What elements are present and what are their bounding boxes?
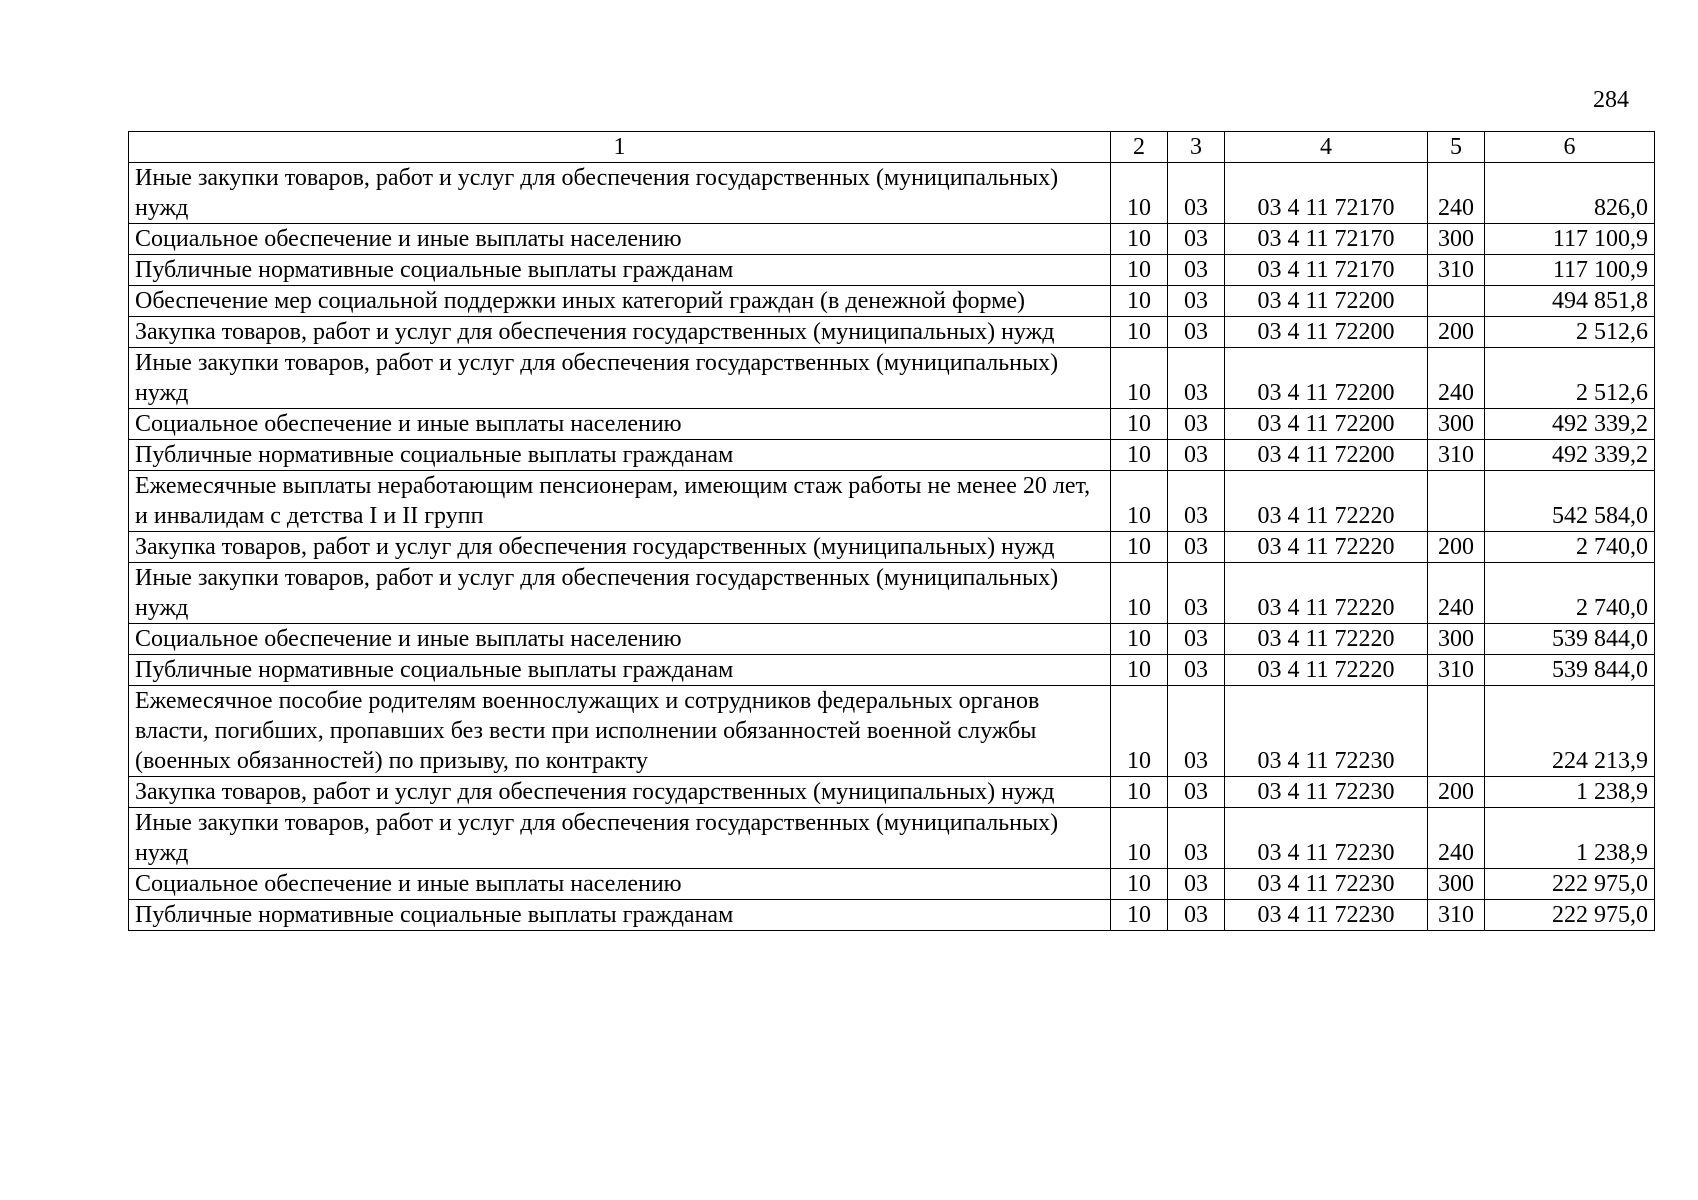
header-col-1: 1 — [129, 132, 1111, 163]
row-name-cell: Публичные нормативные социальные выплаты гражданам — [129, 900, 1111, 931]
row-name-cell: Социальное обеспечение и иные выплаты населению — [129, 624, 1111, 655]
row-expense-type-cell: 310 — [1428, 255, 1485, 286]
row-target-article-cell: 03 4 11 72200 — [1225, 286, 1428, 317]
row-section-cell: 10 — [1111, 163, 1168, 224]
table-row — [129, 224, 1655, 255]
row-target-article-cell: 03 4 11 72200 — [1225, 409, 1428, 440]
header-row — [129, 132, 1655, 163]
table-row — [129, 532, 1655, 563]
row-name-cell: Иные закупки товаров, работ и услуг для обеспечения государственных (муниципальных) нужд — [129, 163, 1111, 224]
table-row — [129, 409, 1655, 440]
row-subsection-cell: 03 — [1168, 624, 1225, 655]
row-amount-cell: 117 100,9 — [1485, 255, 1655, 286]
header-col-4: 4 — [1225, 132, 1428, 163]
table-row — [129, 255, 1655, 286]
row-subsection-cell: 03 — [1168, 286, 1225, 317]
row-section-cell: 10 — [1111, 900, 1168, 931]
row-expense-type-cell: 310 — [1428, 900, 1485, 931]
row-expense-type-cell: 240 — [1428, 163, 1485, 224]
header-col-6: 6 — [1485, 132, 1655, 163]
row-name-cell: Публичные нормативные социальные выплаты гражданам — [129, 655, 1111, 686]
row-target-article-cell: 03 4 11 72220 — [1225, 471, 1428, 532]
row-expense-type-cell: 300 — [1428, 869, 1485, 900]
row-target-article-cell: 03 4 11 72230 — [1225, 869, 1428, 900]
table-row — [129, 900, 1655, 931]
row-expense-type-cell: 200 — [1428, 317, 1485, 348]
row-subsection-cell: 03 — [1168, 471, 1225, 532]
row-amount-cell: 539 844,0 — [1485, 655, 1655, 686]
row-amount-cell: 826,0 — [1485, 163, 1655, 224]
row-target-article-cell: 03 4 11 72230 — [1225, 777, 1428, 808]
row-expense-type-cell: 300 — [1428, 409, 1485, 440]
row-expense-type-cell: 240 — [1428, 808, 1485, 869]
row-section-cell: 10 — [1111, 563, 1168, 624]
row-expense-type-cell: 300 — [1428, 624, 1485, 655]
row-subsection-cell: 03 — [1168, 808, 1225, 869]
row-expense-type-cell: 200 — [1428, 532, 1485, 563]
row-amount-cell: 1 238,9 — [1485, 808, 1655, 869]
row-section-cell: 10 — [1111, 348, 1168, 409]
row-expense-type-cell — [1428, 471, 1485, 532]
header-col-5: 5 — [1428, 132, 1485, 163]
row-target-article-cell: 03 4 11 72170 — [1225, 163, 1428, 224]
row-amount-cell: 492 339,2 — [1485, 409, 1655, 440]
row-expense-type-cell — [1428, 286, 1485, 317]
row-section-cell: 10 — [1111, 624, 1168, 655]
table-row — [129, 655, 1655, 686]
table-row — [129, 440, 1655, 471]
row-section-cell: 10 — [1111, 532, 1168, 563]
row-section-cell: 10 — [1111, 808, 1168, 869]
row-amount-cell: 2 512,6 — [1485, 348, 1655, 409]
row-subsection-cell: 03 — [1168, 224, 1225, 255]
row-subsection-cell: 03 — [1168, 777, 1225, 808]
row-target-article-cell: 03 4 11 72230 — [1225, 686, 1428, 777]
row-target-article-cell: 03 4 11 72220 — [1225, 532, 1428, 563]
row-expense-type-cell — [1428, 686, 1485, 777]
row-name-cell: Ежемесячное пособие родителям военнослужащих и сотрудников федеральных органов власти, погибших, пропавших без вести при исполнении обязанностей военной службы (военных обязанностей) по призыву, по контракту — [129, 686, 1111, 777]
row-amount-cell: 222 975,0 — [1485, 869, 1655, 900]
row-subsection-cell: 03 — [1168, 686, 1225, 777]
table-row — [129, 777, 1655, 808]
row-amount-cell: 539 844,0 — [1485, 624, 1655, 655]
row-section-cell: 10 — [1111, 224, 1168, 255]
row-name-cell: Социальное обеспечение и иные выплаты населению — [129, 869, 1111, 900]
row-amount-cell: 494 851,8 — [1485, 286, 1655, 317]
table-row — [129, 869, 1655, 900]
row-section-cell: 10 — [1111, 317, 1168, 348]
row-amount-cell: 2 512,6 — [1485, 317, 1655, 348]
row-amount-cell: 492 339,2 — [1485, 440, 1655, 471]
header-col-2: 2 — [1111, 132, 1168, 163]
row-name-cell: Закупка товаров, работ и услуг для обеспечения государственных (муниципальных) нужд — [129, 317, 1111, 348]
table-row — [129, 471, 1655, 532]
row-expense-type-cell: 300 — [1428, 224, 1485, 255]
row-section-cell: 10 — [1111, 655, 1168, 686]
row-amount-cell: 2 740,0 — [1485, 532, 1655, 563]
row-name-cell: Обеспечение мер социальной поддержки иных категорий граждан (в денежной форме) — [129, 286, 1111, 317]
row-expense-type-cell: 240 — [1428, 348, 1485, 409]
row-section-cell: 10 — [1111, 255, 1168, 286]
row-name-cell: Социальное обеспечение и иные выплаты населению — [129, 409, 1111, 440]
row-subsection-cell: 03 — [1168, 655, 1225, 686]
table-row — [129, 163, 1655, 224]
row-name-cell: Закупка товаров, работ и услуг для обеспечения государственных (муниципальных) нужд — [129, 777, 1111, 808]
row-target-article-cell: 03 4 11 72200 — [1225, 348, 1428, 409]
row-name-cell: Публичные нормативные социальные выплаты гражданам — [129, 440, 1111, 471]
row-name-cell: Ежемесячные выплаты неработающим пенсионерам, имеющим стаж работы не менее 20 лет, и инвалидам с детства I и II групп — [129, 471, 1111, 532]
row-expense-type-cell: 200 — [1428, 777, 1485, 808]
table-row — [129, 624, 1655, 655]
table-row — [129, 808, 1655, 869]
row-name-cell: Публичные нормативные социальные выплаты гражданам — [129, 255, 1111, 286]
page-number: 284 — [1593, 87, 1629, 113]
row-expense-type-cell: 310 — [1428, 440, 1485, 471]
row-amount-cell: 224 213,9 — [1485, 686, 1655, 777]
row-section-cell: 10 — [1111, 286, 1168, 317]
row-subsection-cell: 03 — [1168, 869, 1225, 900]
row-target-article-cell: 03 4 11 72230 — [1225, 808, 1428, 869]
row-subsection-cell: 03 — [1168, 900, 1225, 931]
row-target-article-cell: 03 4 11 72170 — [1225, 255, 1428, 286]
row-name-cell: Иные закупки товаров, работ и услуг для обеспечения государственных (муниципальных) нужд — [129, 808, 1111, 869]
row-section-cell: 10 — [1111, 409, 1168, 440]
row-name-cell: Иные закупки товаров, работ и услуг для обеспечения государственных (муниципальных) нужд — [129, 348, 1111, 409]
row-section-cell: 10 — [1111, 869, 1168, 900]
row-target-article-cell: 03 4 11 72220 — [1225, 624, 1428, 655]
row-subsection-cell: 03 — [1168, 348, 1225, 409]
table-row — [129, 348, 1655, 409]
row-amount-cell: 1 238,9 — [1485, 777, 1655, 808]
row-subsection-cell: 03 — [1168, 532, 1225, 563]
row-section-cell: 10 — [1111, 440, 1168, 471]
row-target-article-cell: 03 4 11 72170 — [1225, 224, 1428, 255]
row-subsection-cell: 03 — [1168, 440, 1225, 471]
table-row — [129, 563, 1655, 624]
row-section-cell: 10 — [1111, 777, 1168, 808]
header-col-3: 3 — [1168, 132, 1225, 163]
row-subsection-cell: 03 — [1168, 255, 1225, 286]
row-amount-cell: 117 100,9 — [1485, 224, 1655, 255]
row-section-cell: 10 — [1111, 686, 1168, 777]
row-amount-cell: 2 740,0 — [1485, 563, 1655, 624]
table-row — [129, 286, 1655, 317]
row-target-article-cell: 03 4 11 72200 — [1225, 317, 1428, 348]
row-expense-type-cell: 310 — [1428, 655, 1485, 686]
row-amount-cell: 222 975,0 — [1485, 900, 1655, 931]
row-name-cell: Иные закупки товаров, работ и услуг для обеспечения государственных (муниципальных) нужд — [129, 563, 1111, 624]
row-expense-type-cell: 240 — [1428, 563, 1485, 624]
row-name-cell: Закупка товаров, работ и услуг для обеспечения государственных (муниципальных) нужд — [129, 532, 1111, 563]
row-target-article-cell: 03 4 11 72220 — [1225, 563, 1428, 624]
row-target-article-cell: 03 4 11 72220 — [1225, 655, 1428, 686]
table-body — [129, 163, 1655, 931]
row-section-cell: 10 — [1111, 471, 1168, 532]
row-subsection-cell: 03 — [1168, 163, 1225, 224]
row-target-article-cell: 03 4 11 72230 — [1225, 900, 1428, 931]
row-subsection-cell: 03 — [1168, 317, 1225, 348]
budget-table — [128, 131, 1655, 931]
row-name-cell: Социальное обеспечение и иные выплаты населению — [129, 224, 1111, 255]
row-target-article-cell: 03 4 11 72200 — [1225, 440, 1428, 471]
table-row — [129, 317, 1655, 348]
row-amount-cell: 542 584,0 — [1485, 471, 1655, 532]
row-subsection-cell: 03 — [1168, 409, 1225, 440]
table-row — [129, 686, 1655, 777]
row-subsection-cell: 03 — [1168, 563, 1225, 624]
